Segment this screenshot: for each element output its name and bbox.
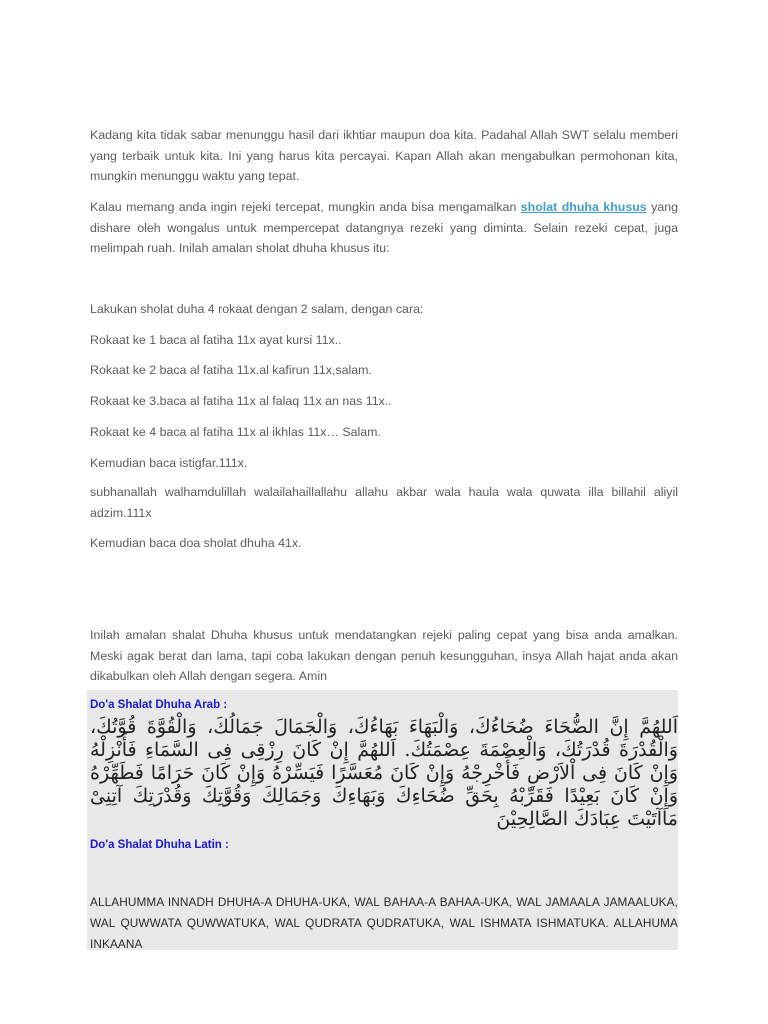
step-istigfar: Kemudian baca istigfar.111x. <box>90 456 248 470</box>
step-rokaat-2: Rokaat ke 2 baca al fatiha 11x.al kafirun 11x,salam. <box>90 363 372 377</box>
step-rokaat-4: Rokaat ke 4 baca al fatiha 11x al ikhlas 11x… Salam. <box>90 425 381 439</box>
intro-paragraph-2 <box>90 197 678 259</box>
doa-arab-heading: Do'a Shalat Dhuha Arab : <box>90 699 228 711</box>
doa-arab-text: اَللهُمَّ إِنَّ الضُّحَاءَ ضُحَاءُكَ، وَالْبَهَاءَ بَهَاءُكَ، وَالْجَمَالَ جَمَالُكَ، وَالْقُوَّةَ قُوَّتُكَ، وَالْقُدْرَةَ قُدْرَتُكَ، وَالْعِصْمَةَ عِصْمَتُكَ. اَللهُمَّ إِنْ كَانَ رِزْقِى فِى السَّمَاءِ فَأَنْزِلْهُ وَإِنْ كَانَ فِى اْلاَرْضِ فَأَخْرِجْهُ وَإِنْ كَانَ مُعَسَّرًا فَيَسِّرْهُ وَإِنْ كَانَ حَرَامًا فَطَهِّرْهُ وَإِنْ كَانَ بَعِيْدًا فَقَرِّبْهُ بِحَقِّ ضُحَاءِكَ وَبَهَاءِكَ وَجَمَالِكَ وَقُوَّتِكَ وَقُدْرَتِكَ آتِنِىْ مَاآتَيْتَ عِبَادَكَ الصَّالِحِيْنَ <box>90 716 678 830</box>
intro-paragraph-2-before: Kalau memang anda ingin rejeki tercepat, mungkin anda bisa mengamalkan <box>90 200 521 214</box>
sholat-dhuha-khusus-link[interactable]: sholat dhuha khusus <box>520 200 647 214</box>
closing-paragraph: Inilah amalan shalat Dhuha khusus untuk mendatangkan rejeki paling cepat yang bisa anda amalkan. Meski agak berat dan lama, tapi coba lakukan dengan penuh kesungguhan, insya Allah hajat anda akan dikabulkan oleh Allah dengan segera. Amin <box>90 628 678 683</box>
doa-latin-text: ALLAHUMMA INNADH DHUHA-A DHUHA-UKA, WAL BAHAA-A BAHAA-UKA, WAL JAMAALA JAMAALUKA, WAL QUWWATA QUWWATUKA, WAL QUDRATA QUDRATUKA, WAL ISHMATA ISHMATUKA. ALLAHUMA INKAANA <box>90 895 678 951</box>
step-intro: Lakukan sholat duha 4 rokaat dengan 2 salam, dengan cara: <box>90 302 424 316</box>
intro-paragraph-2-after: yang dishare oleh wongalus untuk mempercepat datangnya rezeki yang diminta. Selain rezeki cepat, juga melimpah ruah. Inilah amalan sholat dhuha khusus itu: <box>90 200 678 255</box>
step-doa: Kemudian baca doa sholat dhuha 41x. <box>90 536 302 550</box>
intro-paragraph-1: Kadang kita tidak sabar menunggu hasil dari ikhtiar maupun doa kita. Padahal Allah SWT selalu memberi yang terbaik untuk kita. Ini yang harus kita percayai. Kapan Allah akan mengabulkan permohonan kita, mungkin menunggu waktu yang tepat. <box>90 128 678 183</box>
step-rokaat-1: Rokaat ke 1 baca al fatiha 11x ayat kursi 11x.. <box>90 333 342 347</box>
step-tasbih: subhanallah walhamdulillah walailahaillallahu allahu akbar wala haula wala quwata illa billahil aliyil adzim.111x <box>90 485 678 520</box>
step-rokaat-3: Rokaat ke 3.baca al fatiha 11x al falaq 11x an nas 11x.. <box>90 394 392 408</box>
doa-latin-heading: Do'a Shalat Dhuha Latin : <box>90 839 229 851</box>
